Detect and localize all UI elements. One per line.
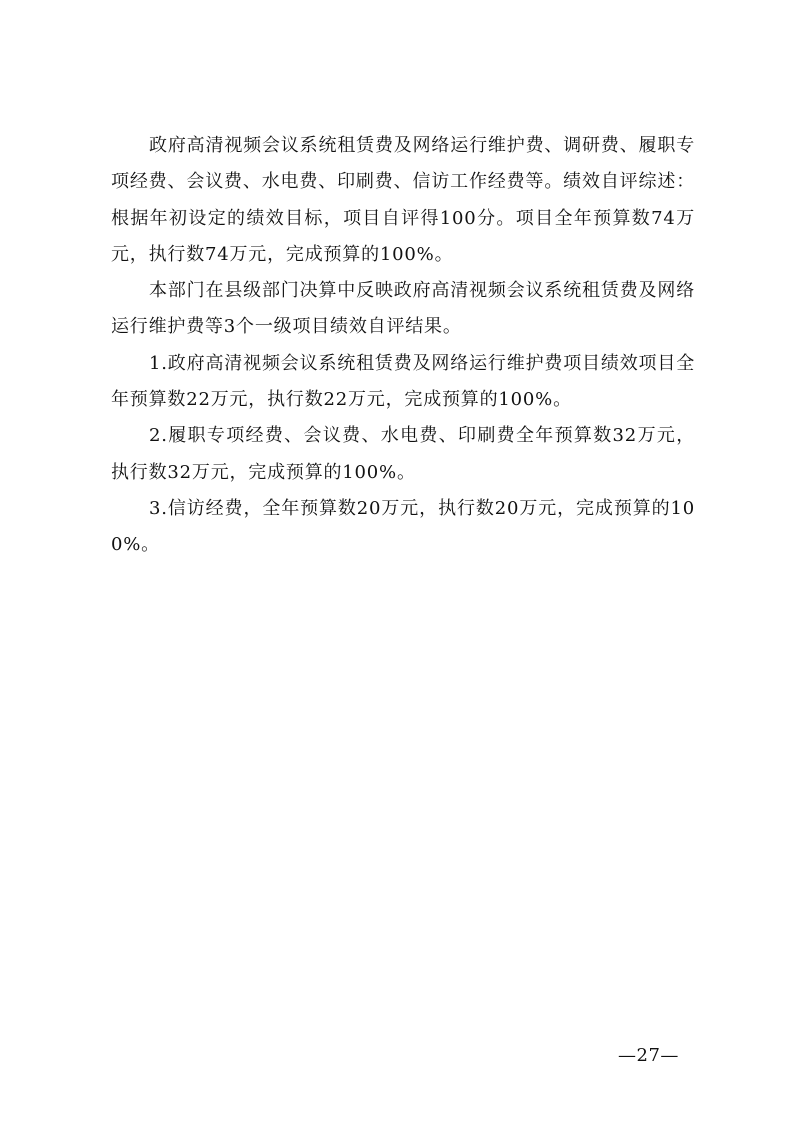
paragraph-item-3-petition-funds: 3.信访经费，全年预算数20万元，执行数20万元，完成预算的100%。: [111, 497, 695, 556]
paragraph-item-2-duty-funds: 2.履职专项经费、会议费、水电费、印刷费全年预算数32万元，执行数32万元，完成预算的100%。: [111, 425, 695, 483]
document-body: [111, 128, 695, 564]
page-number: —27—: [618, 1045, 679, 1066]
paragraph-item-1-video-conference: 1.政府高清视频会议系统租赁费及网络运行维护费项目绩效项目全年预算数22万元，执行数22万元，完成预算的100%。: [111, 352, 695, 411]
paragraph-budget-summary: 政府高清视频会议系统租赁费及网络运行维护费、调研费、履职专项经费、会议费、水电费、印刷费、信访工作经费等。绩效自评综述：根据年初设定的绩效目标，项目自评得100分。项目全年预算数74万元，执行数74万元，完成预算的100%。: [111, 135, 695, 265]
paragraph-self-evaluation-intro: 本部门在县级部门决算中反映政府高清视频会议系统租赁费及网络运行维护费等3个一级项目绩效自评结果。: [111, 280, 695, 338]
